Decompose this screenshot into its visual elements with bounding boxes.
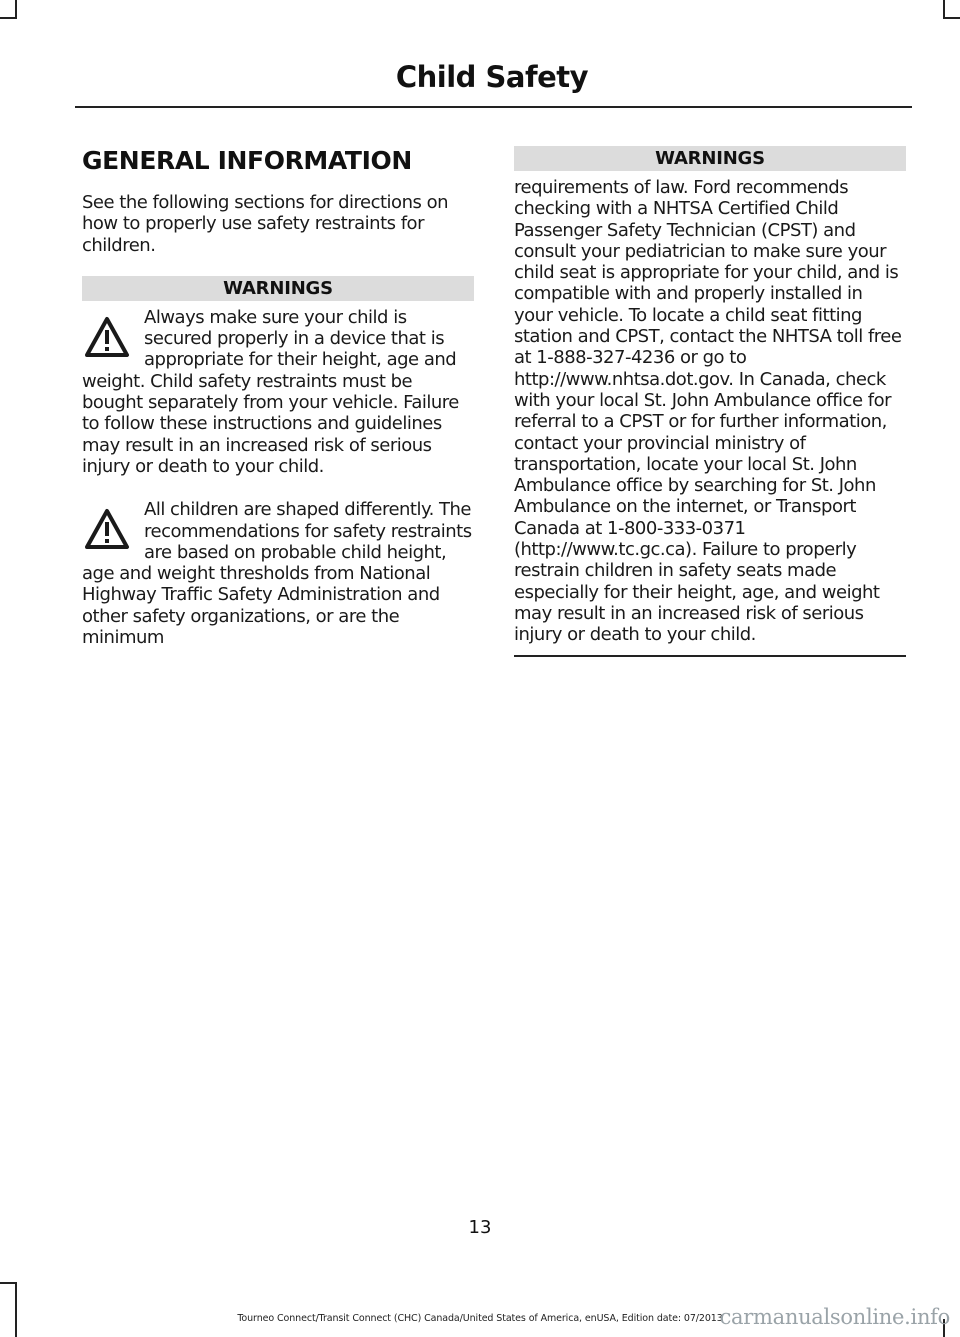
edition-footer: Tourneo Connect/Transit Connect (CHC) Canada/United States of America, enUSA, Edition date: 07/2013: [237, 1313, 723, 1324]
warning-text: All children are shaped differently. The recommendations for safety restraints are based on probable child height, age and weight thresholds from National Highway Traffic Safety Administration and other safety organizations, or are the minimum: [82, 499, 472, 649]
warning-text: Always make sure your child is secured properly in a device that is appropriate for their height, age and weight. Child safety restraints must be bought separately from your vehicle. Failure to follow these instructions and guidelines may result in an increased risk of serious injury or death to your child.: [82, 306, 459, 477]
warnings-header-right: WARNINGS: [514, 146, 906, 171]
header-divider: [75, 106, 912, 108]
intro-paragraph: See the following sections for directions on how to properly use safety restraints for children.: [82, 192, 449, 256]
section-heading: GENERAL INFORMATION: [82, 146, 412, 175]
crop-mark-top-right-h: [943, 17, 960, 19]
warning-item: [82, 307, 474, 477]
warning-continuation-text: requirements of law. Ford recommends checking with a NHTSA Certified Child Passenger Safety Technician (CPST) and consult your pediatrician to make sure your child seat is appropriate for your child, and is compatible with and properly installed in your vehicle. To locate a child seat fitting station and CPST, contact the NHTSA toll free at 1-888-327-4236 or go to http://www.nhtsa.dot.gov. In Canada, check with your local St. John Ambulance office for referral to a CPST or for further information, contact your provincial ministry of transportation, locate your local St. John Ambulance office by searching for St. John Ambulance on the internet, or Transport Canada at 1-800-333-0371 (http://www.tc.gc.ca). Failure to properly restrain children in safety seats made especially for their height, age, and weight may result in an increased risk of serious injury or death to your child.: [514, 177, 902, 646]
page-number: 13: [468, 1217, 492, 1238]
warnings-header-left: WARNINGS: [82, 276, 474, 301]
crop-mark-top-right-v: [943, 0, 945, 18]
warning-item: [82, 499, 474, 648]
warning-triangle-icon: [82, 503, 132, 561]
warning-triangle-icon: [82, 311, 132, 369]
crop-mark-top-left-v: [15, 0, 17, 18]
watermark: carmanualsonline.info: [719, 1305, 950, 1329]
warnings-end-rule: [514, 655, 906, 657]
page-title: Child Safety: [395, 60, 588, 94]
crop-mark-top-left-h: [0, 17, 17, 19]
left-column: [82, 146, 474, 670]
crop-mark-bottom-left-h: [0, 1282, 17, 1284]
right-column: [514, 146, 906, 657]
crop-mark-bottom-left-v: [15, 1282, 17, 1337]
